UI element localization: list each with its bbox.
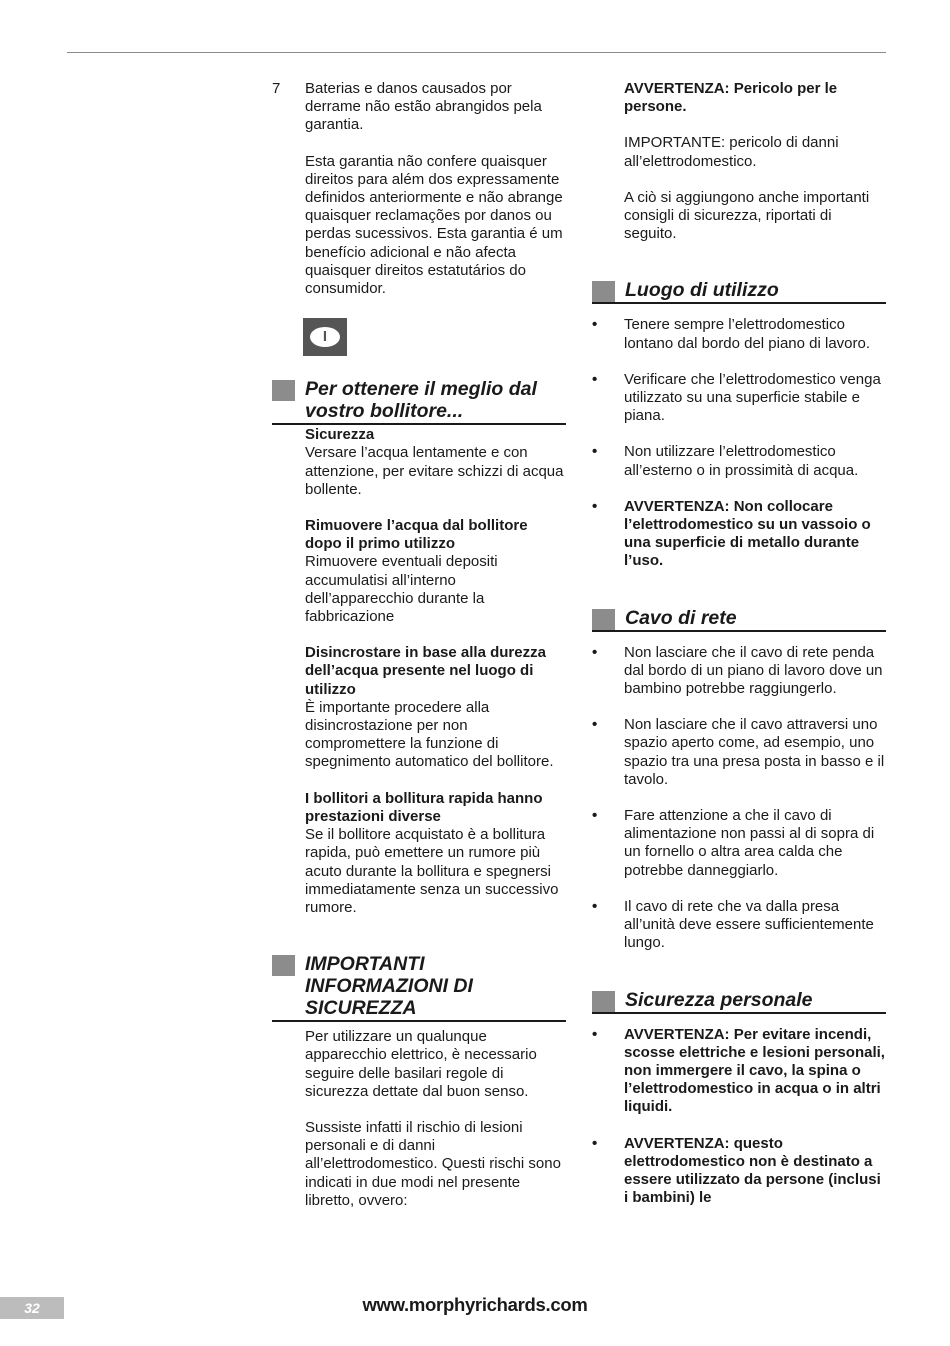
- heading-square-icon: [592, 609, 615, 630]
- section-heading-personal: [592, 989, 886, 1014]
- subsection-title: Sicurezza: [305, 426, 375, 444]
- section-title: Sicurezza personale: [625, 988, 813, 1011]
- safety-paragraph: Sussiste infatti il rischio di lesioni personali e di danni all’elettrodomestico. Questi rischi sono indicati in due modi nel presente libretto, ovvero:: [305, 1118, 561, 1209]
- bullet-icon: •: [592, 897, 598, 915]
- list-item-text: Fare attenzione a che il cavo di alimentazione non passi al di sopra di un fornello o altra area calda che potrebbe danneggiarlo.: [624, 807, 875, 879]
- bullet-icon: •: [592, 316, 598, 334]
- page-number: 32: [0, 1297, 64, 1319]
- item-text: Baterias e danos causados por derrame não estão abrangidos pela garantia.: [305, 80, 542, 134]
- list-item-text: Non utilizzare l’elettrodomestico all’esterno o in prossimità di acqua.: [624, 443, 859, 479]
- list-item-warning: [592, 1025, 886, 1117]
- list-item-text: Non lasciare che il cavo di rete penda dal bordo di un piano di lavoro dove un bambino potrebbe raggiungerlo.: [624, 643, 883, 698]
- section-heading-safety: [272, 953, 566, 1022]
- list-item-warning: [592, 497, 886, 571]
- subsection: [305, 790, 566, 917]
- website-url: www.morphyrichards.com: [362, 1294, 588, 1315]
- subsection-text: È importante procedere alla disincrostazione per non compromettere la funzione di spegnimento automatico del bollitore.: [305, 698, 554, 771]
- list-item: [592, 716, 886, 789]
- section-title: Cavo di rete: [625, 606, 737, 629]
- bullet-icon: •: [592, 716, 598, 734]
- list-item-text: Non lasciare che il cavo attraversi uno spazio aperto come, ad esempio, uno spazio tra una presa posta in basso e il tavolo.: [624, 716, 885, 788]
- subsection: [305, 644, 566, 771]
- list-item: [592, 643, 886, 699]
- list-item: [592, 897, 886, 953]
- list-item-text: Il cavo di rete che va dalla presa all’unità deve essere sufficientemente lungo.: [624, 897, 874, 952]
- safety-paragraph: Per utilizzare un qualunque apparecchio elettrico, è necessario seguire delle basilari regole di sicurezza dettate dal buon senso.: [305, 1028, 537, 1100]
- subsection-title: I bollitori a bollitura rapida hanno prestazioni diverse: [305, 789, 543, 825]
- bullet-icon: •: [592, 497, 598, 515]
- heading-square-icon: [272, 380, 295, 401]
- heading-square-icon: [272, 955, 295, 976]
- section-title: Per ottenere il meglio dal vostro bollitore...: [305, 378, 537, 423]
- important-note: IMPORTANTE: pericolo di danni all’elettrodomestico.: [624, 134, 839, 170]
- section-heading-best: [272, 378, 566, 425]
- warranty-paragraph: Esta garantia não confere quaisquer direitos para além dos expressamente definidos anteriormente e não abrange quaisquer reclamações por danos ou perdas sucessivos. Esta garantia é um benefício adicional e não afecta quaisquer direitos estatutários do consumidor.: [305, 152, 563, 298]
- subsection: [305, 426, 566, 499]
- language-badge: [303, 318, 347, 356]
- spacer: [592, 589, 886, 607]
- top-divider: [67, 52, 886, 53]
- bullet-icon: •: [592, 1134, 598, 1152]
- bullet-icon: •: [592, 443, 598, 461]
- subsection-text: Rimuovere eventuali depositi accumulatisi all’interno dell’apparecchio durante la fabbricazione: [305, 553, 498, 626]
- heading-square-icon: [592, 281, 615, 302]
- section-title: IMPORTANTI INFORMAZIONI DI SICUREZZA: [305, 953, 473, 1020]
- spacer: [272, 935, 566, 953]
- additional-note: A ciò si aggiungono anche importanti consigli di sicurezza, riportati di seguito.: [624, 188, 870, 243]
- bullet-icon: •: [592, 807, 598, 825]
- list-item: [592, 370, 886, 426]
- spacer: [592, 971, 886, 989]
- language-code: I: [310, 327, 340, 347]
- list-item-warning: [592, 1134, 886, 1208]
- right-column: [592, 80, 886, 1225]
- list-item: [592, 807, 886, 880]
- subsection-title: Disincrostare in base alla durezza dell’acqua presente nel luogo di utilizzo: [305, 644, 546, 698]
- intro-block: [624, 80, 886, 243]
- subsection-text: Versare l’acqua lentamente e con attenzione, per evitare schizzi di acqua bollente.: [305, 444, 564, 498]
- list-item-text: AVVERTENZA: questo elettrodomestico non è destinato a essere utilizzato da persone (inclusi i bambini) le: [624, 1134, 881, 1207]
- list-item-text: Verificare che l’elettrodomestico venga utilizzato su una superficie stabile e piana.: [624, 370, 881, 425]
- bullet-icon: •: [592, 1025, 598, 1043]
- list-item: [592, 316, 886, 352]
- list-item-text: Tenere sempre l’elettrodomestico lontano dal bordo del piano di lavoro.: [624, 316, 871, 352]
- item-number: 7: [272, 80, 281, 97]
- bullet-icon: •: [592, 370, 598, 388]
- spacer: [592, 261, 886, 279]
- numbered-item: [272, 80, 566, 135]
- subsection-text: Se il bollitore acquistato è a bollitura rapida, può emettere un rumore più acuto durante la bollitura e spegnersi immediatamente senza un successivo rumore.: [305, 826, 559, 916]
- subsection: [305, 517, 566, 626]
- warning-persons: AVVERTENZA: Pericolo per le persone.: [624, 80, 838, 116]
- section-heading-cable: [592, 607, 886, 632]
- section-title: Luogo di utilizzo: [625, 279, 779, 302]
- heading-square-icon: [592, 991, 615, 1012]
- list-item: [592, 443, 886, 479]
- section-heading-location: [592, 279, 886, 304]
- subsection-title: Rimuovere l’acqua dal bollitore dopo il primo utilizzo: [305, 517, 528, 553]
- left-column: [272, 80, 566, 1228]
- bullet-icon: •: [592, 643, 598, 661]
- list-item-text: AVVERTENZA: Non collocare l’elettrodomestico su un vassoio o una superficie di metallo durante l’uso.: [624, 497, 871, 570]
- list-item-text: AVVERTENZA: Per evitare incendi, scosse elettriche e lesioni personali, non immergere il cavo, la spina o l’elettrodomestico in acqua o in altri liquidi.: [624, 1025, 885, 1116]
